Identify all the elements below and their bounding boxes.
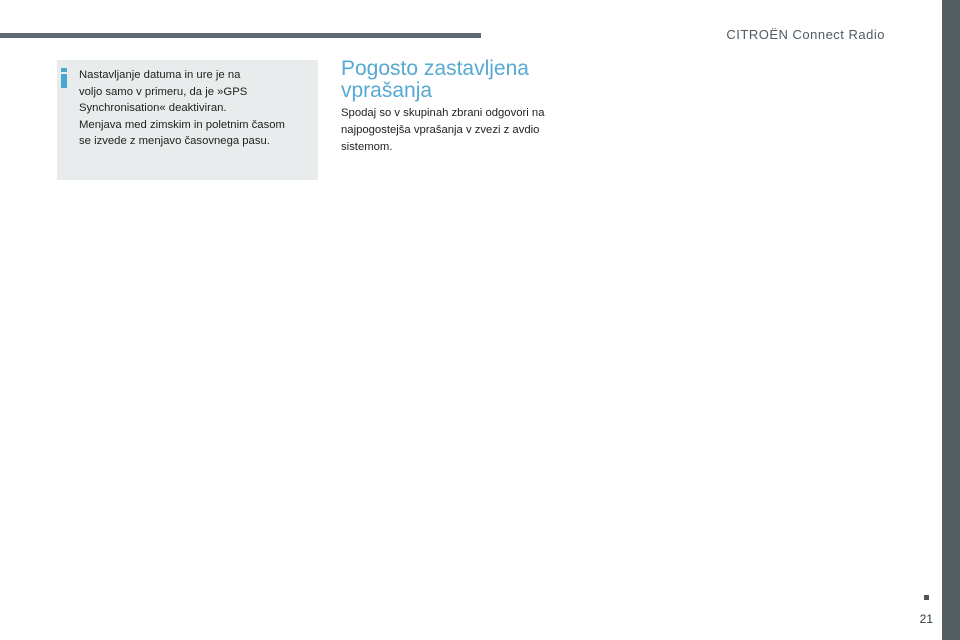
section-heading [341, 58, 581, 102]
section-intro-line: Spodaj so v skupinah zbrani odgovori na [341, 107, 545, 119]
info-note-line: Synchronisation« deaktiviran. [79, 102, 227, 114]
info-note-line: voljo samo v primeru, da je »GPS [79, 85, 248, 98]
section-intro-line: najpogostejša vprašanja v zvezi z avdio [341, 124, 540, 136]
page-marker [924, 595, 929, 600]
section-intro-line: sistemom. [341, 141, 393, 153]
info-note-line: se izvede z menjavo časovnega pasu. [79, 135, 270, 147]
section-heading-line: Pogosto zastavljena [341, 57, 529, 80]
info-note-line: Menjava med zimskim in poletnim časom [79, 118, 285, 131]
manual-title: CITROËN Connect Radio [726, 27, 885, 42]
header-rule [0, 33, 481, 38]
side-band [942, 0, 960, 640]
page-number: 21 [919, 612, 933, 626]
info-note-box [57, 60, 318, 180]
info-note-line: Nastavljanje datuma in ure je na [79, 69, 241, 81]
info-note-text [79, 67, 314, 150]
section-intro [341, 105, 581, 156]
info-icon [60, 68, 68, 88]
section-heading-line: vprašanja [341, 79, 433, 102]
